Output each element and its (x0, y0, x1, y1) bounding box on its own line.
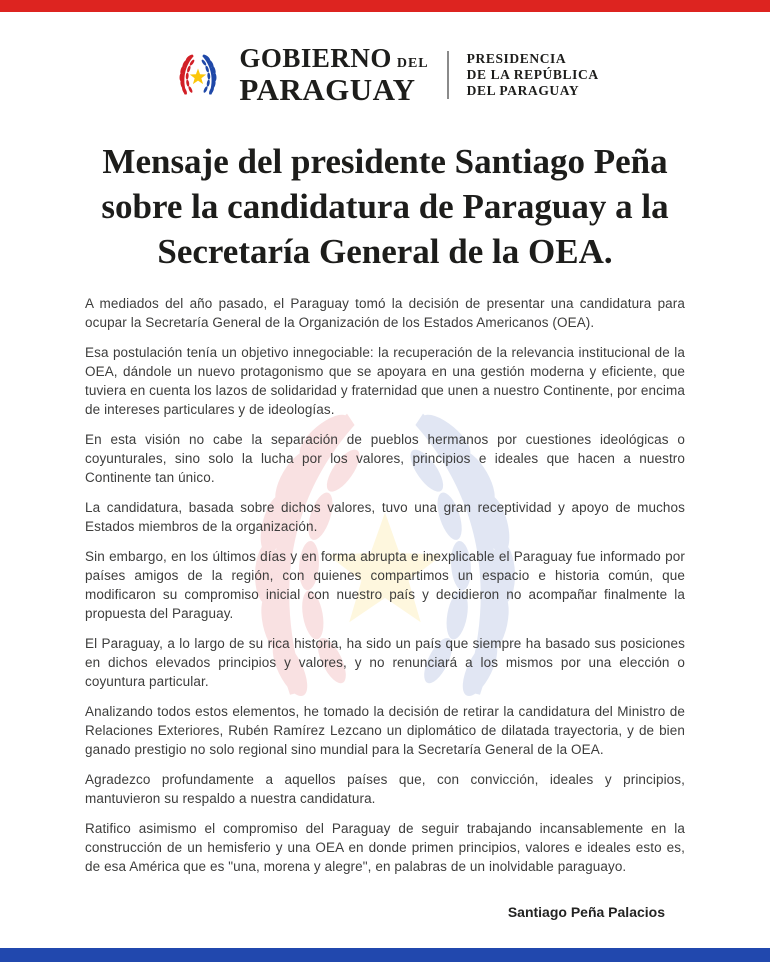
bottom-blue-bar (0, 948, 770, 962)
brand-word-del: DEL (396, 56, 429, 71)
signature: Santiago Peña Palacios (507, 904, 665, 920)
org-line-2: DE LA REPÚBLICA (466, 67, 599, 82)
paragraph: A mediados del año pasado, el Paraguay tomó la decisión de presentar una candidatura para ocupar la Secretaría General de la Organización de los Estados Americanos (OEA). (85, 296, 685, 330)
paragraph: Ratifico asimismo el compromiso del Paraguay de seguir trabajando incansablemente en la construcción de un hemisferio y una OEA en donde primen principios, valores e ideales esto es, de esa América que es "una, morena y alegre", en palabras de un inolvidable paraguayo. (85, 821, 685, 874)
paraguay-wreath-star-icon (171, 47, 225, 103)
page-title: Mensaje del presidente Santiago Peña sobre la candidatura de Paraguay a la Secretaría General de la OEA. (101, 142, 669, 271)
paragraph: El Paraguay, a lo largo de su rica historia, ha sido un país que siempre ha basado sus posiciones en dichos elevados principios y valores, y no renunciará a los mismos por una elección o coyuntura particular. (85, 636, 685, 689)
org-line-3: DEL PARAGUAY (466, 83, 580, 98)
paragraph: La candidatura, basada sobre dichos valores, tuvo una gran receptividad y apoyo de muchos Estados miembros de la organización. (85, 500, 685, 534)
brand-word-gobierno: GOBIERNO (239, 43, 392, 73)
paragraph: Esa postulación tenía un objetivo innegociable: la recuperación de la relevancia institucional de la OEA, dándole un nuevo protagonismo que se apoyara en una gestión moderna y eficiente, que tuviera en cuenta los lazos de solidaridad y fraternidad que unen a nuestro Continente, por encima de intereses particulares y de ideologías. (85, 345, 685, 417)
paragraph: Agradezco profundamente a aquellos países que, con convicción, ideales y principios, mantuvieron su respaldo a nuestra candidatura. (85, 772, 685, 806)
logo-divider (447, 51, 449, 99)
top-red-bar (0, 0, 770, 12)
brand-wordmark (239, 45, 428, 105)
message-body (85, 294, 685, 876)
paragraph: Analizando todos estos elementos, he tomado la decisión de retirar la candidatura del Ministro de Relaciones Exteriores, Rubén Ramírez Lezcano un diplomático de dilatada trayectoria, y de bien ganado prestigio no solo regional sino mundial para la Secretaría General de la OEA. (85, 704, 685, 757)
government-logo (0, 45, 770, 105)
paragraph: En esta visión no cabe la separación de pueblos hermanos por cuestiones ideológicas o coyunturales, sino solo la lucha por los valores, principios e ideales que hacen a nuestro Continente tan único. (85, 432, 685, 485)
brand-word-paraguay: PARAGUAY (239, 72, 416, 107)
org-line-1: PRESIDENCIA (466, 51, 567, 66)
paragraph: Sin embargo, en los últimos días y en forma abrupta e inexplicable el Paraguay fue informado por países amigos de la región, con quienes compartimos un espacio e historia común, que modificaron su compromiso inicial con nuestro país y decidieron no acompañar finalmente la propuesta del Paraguay. (85, 549, 685, 621)
org-name (467, 51, 599, 99)
